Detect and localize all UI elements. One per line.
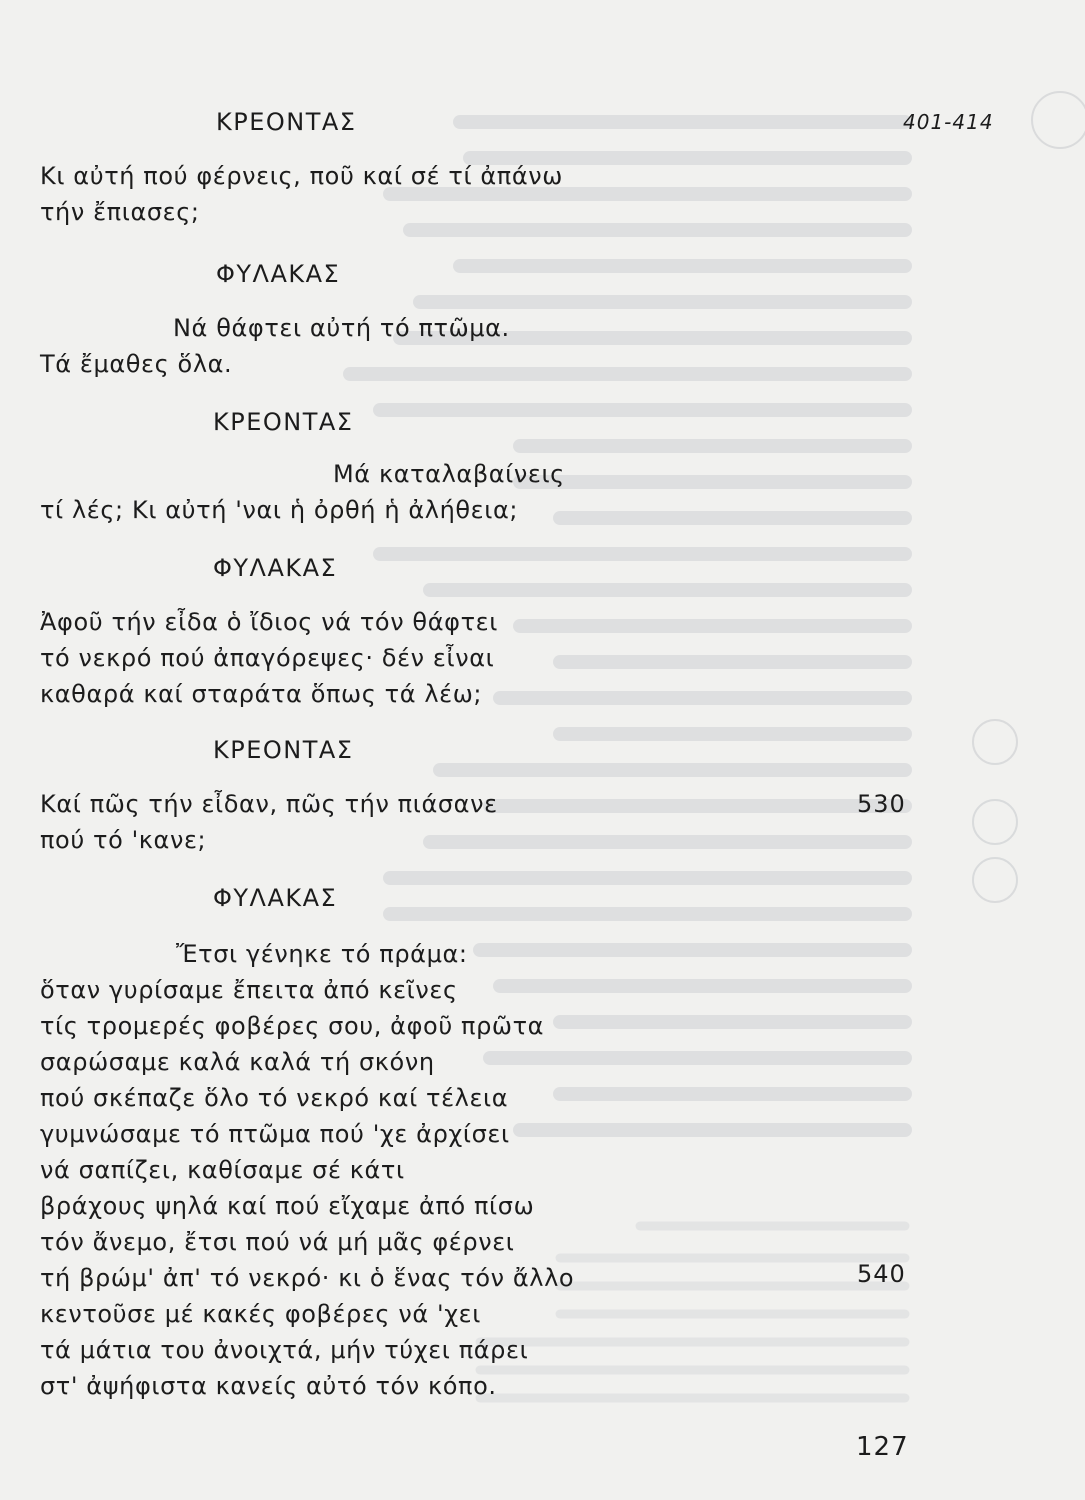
verse-line: σαρώσαμε καλά καλά τή σκόνη [40,1048,435,1076]
verse-line: Κι αὐτή πού φέρνεις, ποῦ καί σέ τί ἀπάνω [40,162,563,190]
verse-line: βράχους ψηλά καί πού εἴχαμε ἀπό πίσω [40,1192,535,1220]
verse-line: Ἀφοῦ τήν εἶδα ὁ ἴδιος νά τόν θάφτει [40,608,498,636]
verse-line: Καί πῶς τήν εἶδαν, πῶς τήν πιάσανε [40,790,498,818]
verse-line: τήν ἔπιασες; [40,198,200,226]
line-number-530: 530 [857,790,906,818]
line-number-540: 540 [857,1260,906,1288]
verse-line: Μά καταλαβαίνεις [333,460,565,488]
verse-line: κεντοῦσε μέ κακές φοβέρες νά 'χει [40,1300,481,1328]
verse-line: ὅταν γυρίσαμε ἔπειτα ἀπό κεῖνες [40,976,458,1004]
speaker-creon: ΚΡΕΟΝΤΑΣ [213,408,354,436]
verse-line: Τά ἔμαθες ὅλα. [40,350,233,378]
speaker-guard: ΦΥΛΑΚΑΣ [216,260,341,288]
verse-line: τό νεκρό πού ἀπαγόρεψες· δέν εἶναι [40,644,495,672]
verse-line: τόν ἄνεμο, ἔτσι πού νά μή μᾶς φέρνει [40,1228,515,1256]
verse-line: πού σκέπαζε ὅλο τό νεκρό καί τέλεια [40,1084,509,1112]
verse-line: καθαρά καί σταράτα ὅπως τά λέω; [40,680,483,708]
verse-line: πού τό 'κανε; [40,826,207,854]
speaker-creon: ΚΡΕΟΝΤΑΣ [213,736,354,764]
verse-line: νά σαπίζει, καθίσαμε σέ κάτι [40,1156,405,1184]
verse-line: τίς τρομερές φοβέρες σου, ἀφοῦ πρῶτα [40,1012,545,1040]
verse-line: Ἔτσι γένηκε τό πράμα: [176,940,468,968]
verse-line: γυμνώσαμε τό πτῶμα πού 'χε ἀρχίσει [40,1120,510,1148]
verse-line: τή βρώμ' ἀπ' τό νεκρό· κι ὁ ἕνας τόν ἄλλο [40,1264,575,1292]
verse-line: τά μάτια του ἀνοιχτά, μήν τύχει πάρει [40,1336,529,1364]
verse-line: τί λές; Κι αὐτή 'ναι ἡ ὀρθή ἡ ἀλήθεια; [40,496,519,524]
verse-line: Νά θάφτει αὐτή τό πτῶμα. [173,314,510,342]
speaker-guard: ΦΥΛΑΚΑΣ [213,884,338,912]
speaker-creon: ΚΡΕΟΝΤΑΣ [216,108,357,136]
page-number: 127 [856,1432,909,1462]
line-range: 401-414 [903,110,994,134]
speaker-guard: ΦΥΛΑΚΑΣ [213,554,338,582]
verse-line: στ' ἀψήφιστα κανείς αὐτό τόν κόπο. [40,1372,497,1400]
